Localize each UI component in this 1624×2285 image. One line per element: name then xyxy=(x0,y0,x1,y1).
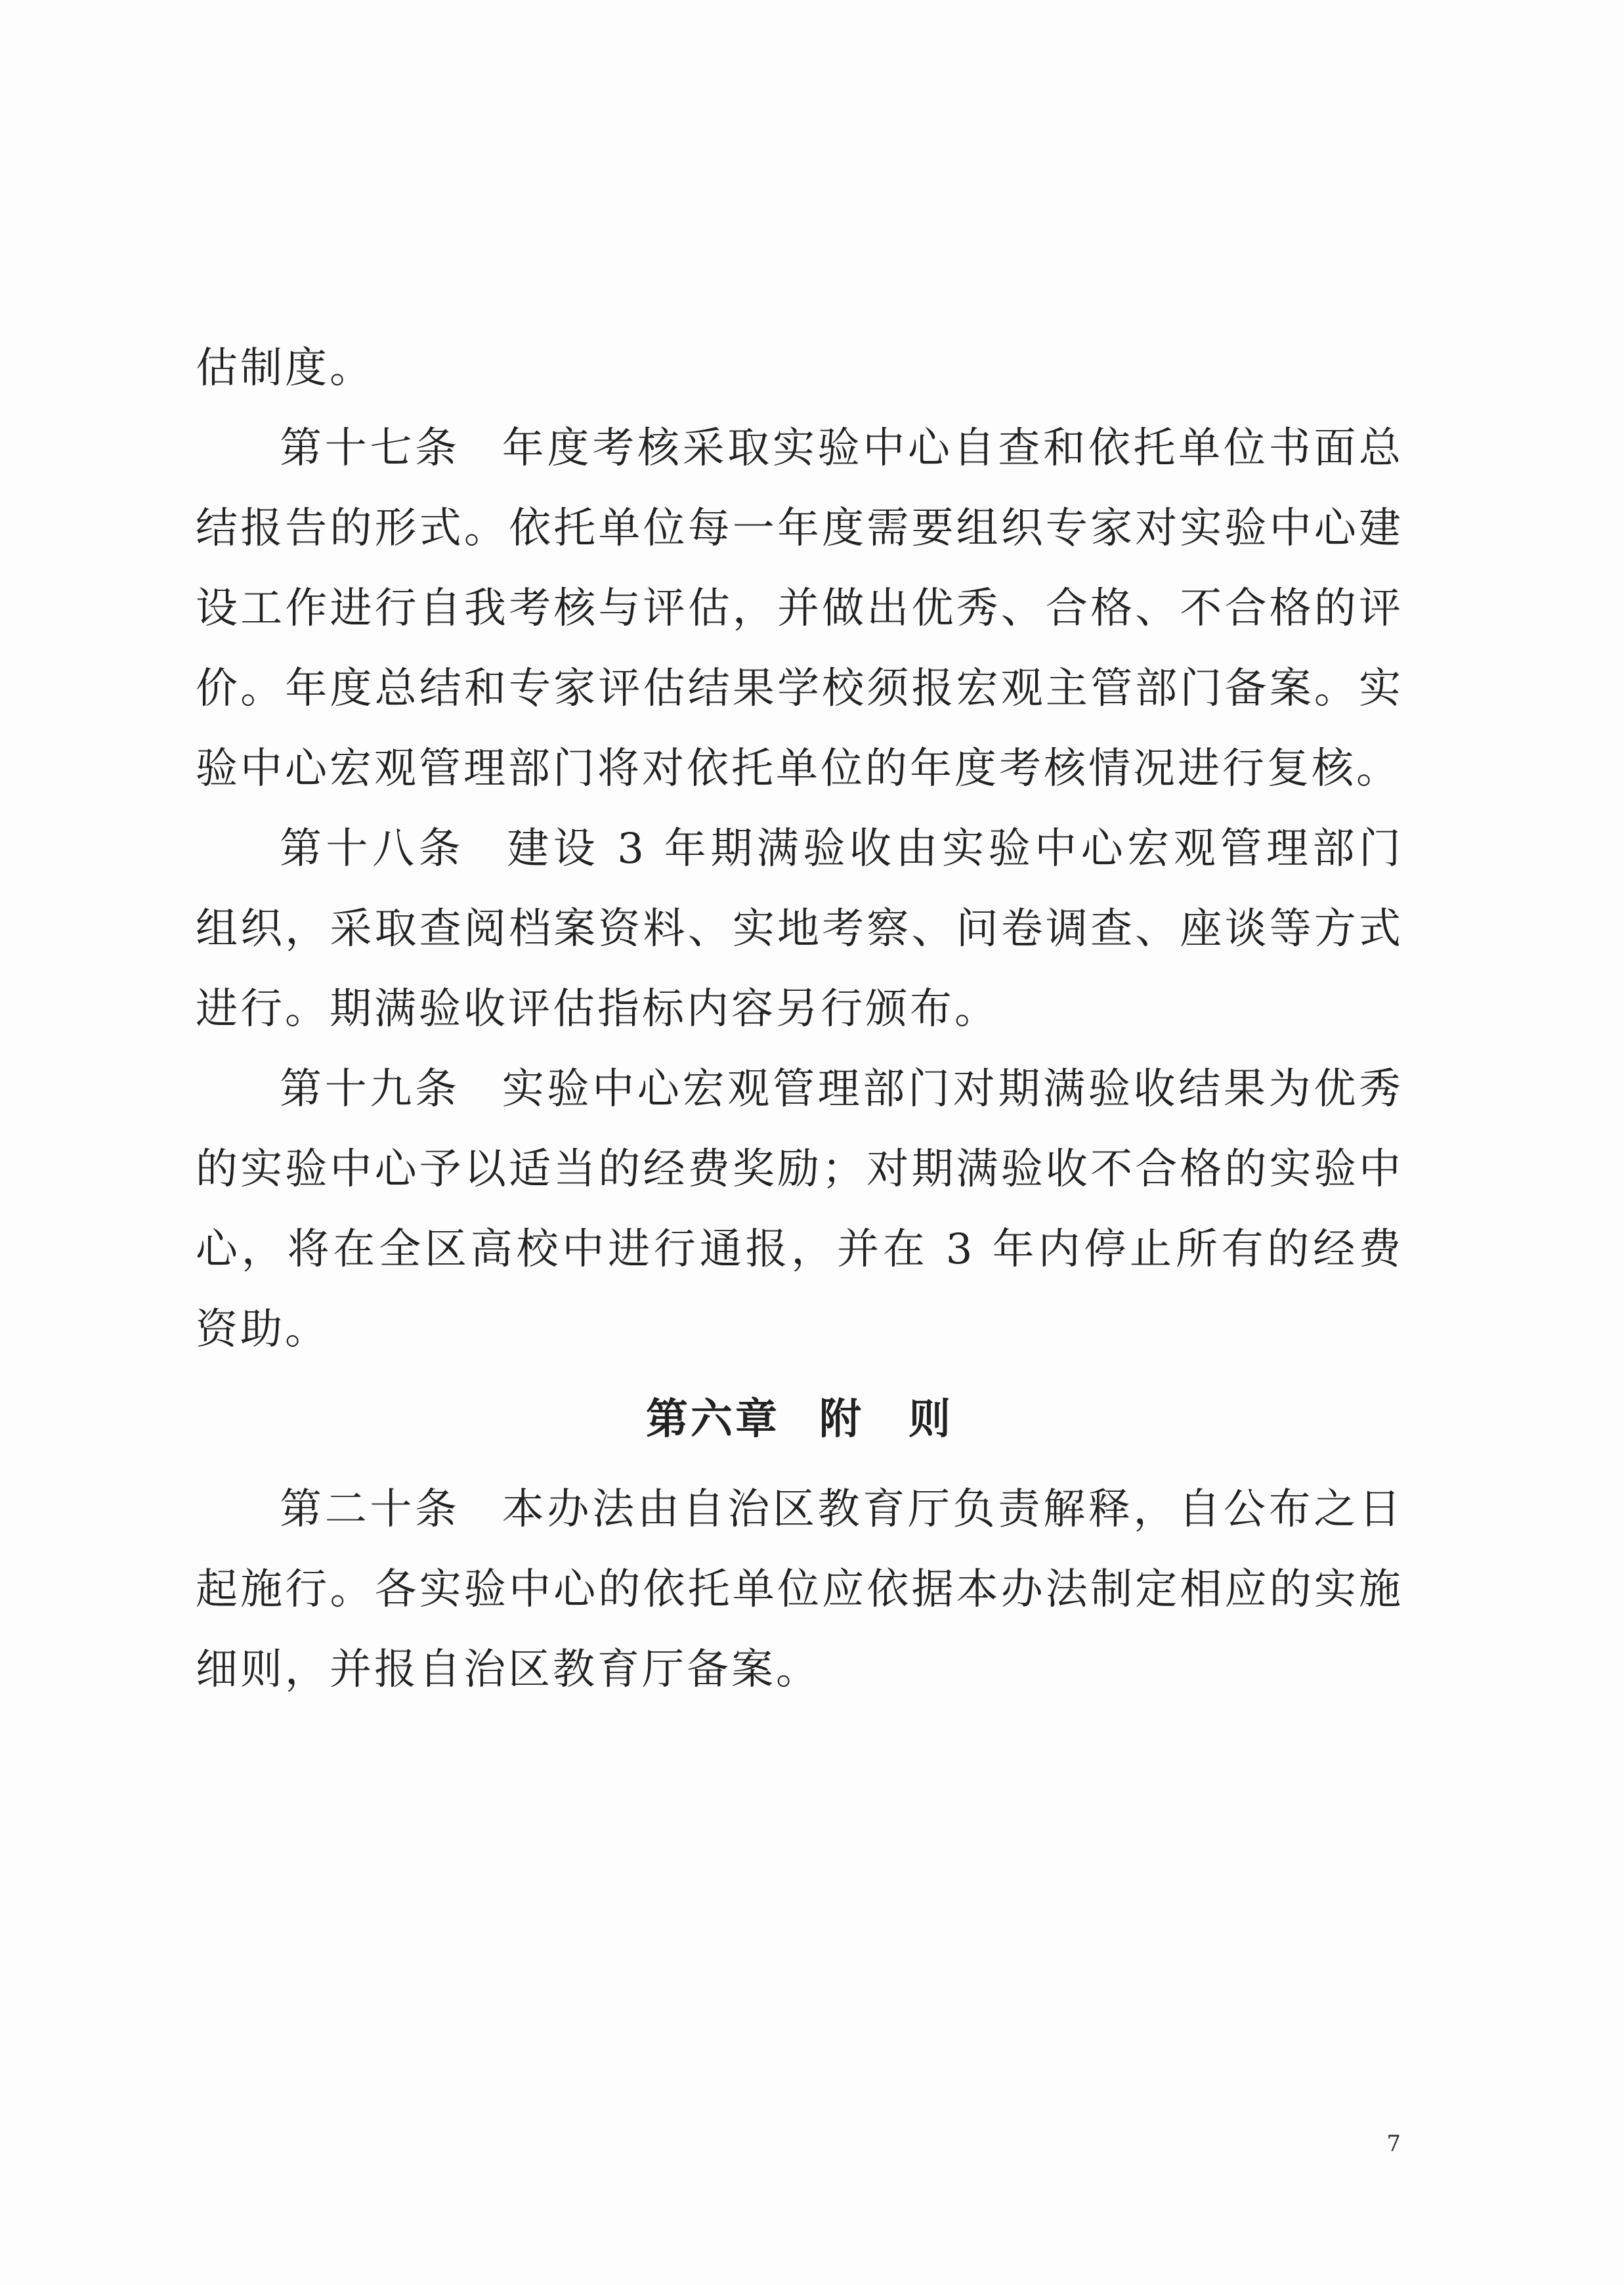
article-number: 第十七条 xyxy=(280,424,460,473)
article-number: 第十八条 xyxy=(280,825,465,873)
chapter-title: 附 则 xyxy=(819,1395,953,1444)
article-18 xyxy=(196,809,1403,1049)
paragraph-text: 年度考核采取实验中心自查和依托单位书面总结报告的形式。依托单位每一年度需要组织专家对实验中心建设工作进行自我考核与评估，并做出优秀、合格、不合格的评价。年度总结和专家评估结果学校须报宏观主管部门备案。实验中心宏观管理部门将对依托单位的年度考核情况进行复核。 xyxy=(196,424,1404,793)
paragraph-text: 估制度。 xyxy=(196,344,374,393)
chapter-number: 第六章 xyxy=(646,1395,780,1444)
paragraph-continuation xyxy=(196,328,1403,408)
article-20 xyxy=(196,1469,1403,1710)
paragraph-text: 实验中心宏观管理部门对期满验收结果为优秀的实验中心予以适当的经费奖励；对期满验收不合格的实验中心，将在全区高校中进行通报，并在 3 年内停止所有的经费资助。 xyxy=(196,1065,1404,1354)
page-number: 7 xyxy=(1386,2131,1401,2157)
chapter-heading xyxy=(196,1370,1403,1469)
paragraph-text: 本办法由自治区教育厅负责解释，自公布之日起施行。各实验中心的依托单位应依据本办法制定相应的实施细则，并报自治区教育厅备案。 xyxy=(196,1485,1404,1694)
article-number: 第十九条 xyxy=(280,1065,460,1114)
article-19 xyxy=(196,1049,1403,1370)
body-text xyxy=(196,328,1403,1710)
article-17 xyxy=(196,408,1403,809)
article-number: 第二十条 xyxy=(280,1485,460,1534)
paragraph-text: 建设 3 年期满验收由实验中心宏观管理部门组织，采取查阅档案资料、实地考察、问卷调查、座谈等方式进行。期满验收评估指标内容另行颁布。 xyxy=(196,825,1404,1034)
